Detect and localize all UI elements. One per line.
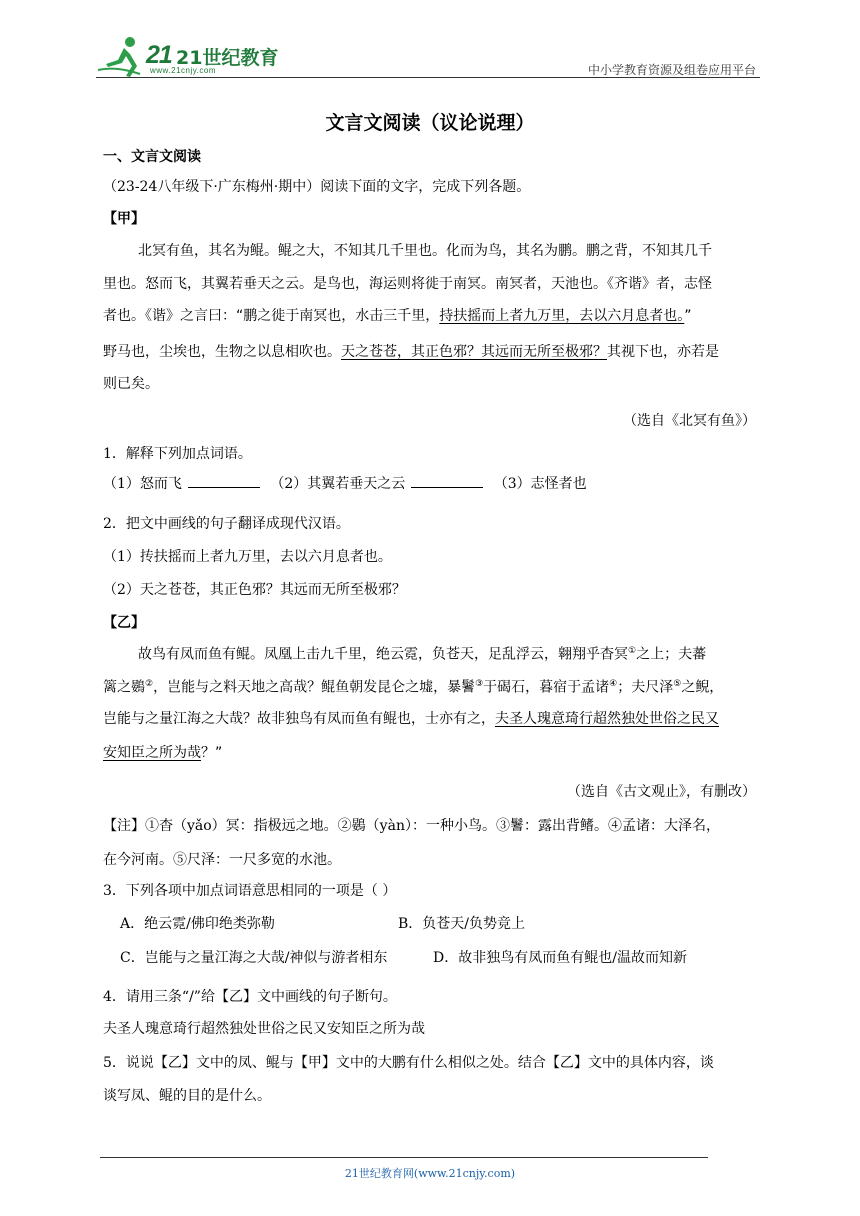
yi-label: 【乙】 <box>103 615 145 631</box>
jia-line-1: 北冥有鱼，其名为鲲。鲲之大，不知其几千里也。化而为鸟，其名为鹏。鹏之背，不知其几千 <box>138 243 712 259</box>
note-line-1: 【注】①杳（yǎo）冥：指极远之地。②鷃（yàn）：一种小鸟。③鬐：露出背鳍。④孟诸：大泽名， <box>103 818 720 834</box>
q3-option-a[interactable]: A．绝云霓/佛印绝类弥勒 <box>120 916 275 932</box>
q4-stem: 4．请用三条“/”给【乙】文中画线的句子断句。 <box>103 989 397 1005</box>
q5-line-2: 谈写凤、鲲的目的是什么。 <box>103 1088 271 1104</box>
q2-item-1: （1）抟扶摇而上者九万里，去以六月息者也。 <box>103 549 392 565</box>
runner-logo-icon <box>96 36 152 78</box>
yi-line-1: 故鸟有凤而鱼有鲲。凤凰上击九千里，绝云霓，负苍天，足乱浮云，翱翔乎杳冥①之上；夫蕃 <box>138 646 707 663</box>
jia-line-4: 野马也，尘埃也，生物之以息相吹也。天之苍苍，其正色邪？其远而无所至极邪？其视下也，亦若是 <box>103 344 719 360</box>
q3-stem: 3．下列各项中加点词语意思相同的一项是（ ） <box>103 883 397 899</box>
logo-url: www.21cnjy.com <box>150 66 216 75</box>
q5-line-1: 5．说说【乙】文中的凤、鲲与【甲】文中的大鹏有什么相似之处。结合【乙】文中的具体内容，谈 <box>103 1055 714 1071</box>
yi-source: （选自《古文观止》，有删改） <box>567 784 756 800</box>
footer-link[interactable]: 21世纪教育网(www.21cnjy.com) <box>344 1167 516 1180</box>
logo-number: 21 <box>146 41 172 69</box>
jia-underlined-2: 天之苍苍，其正色邪？其远而无所至极邪？ <box>341 344 607 360</box>
q3-option-b[interactable]: B．负苍天/负势竞上 <box>398 916 526 932</box>
jia-line-3: 者也。《谐》之言曰：“鹏之徙于南冥也，水击三千里，持扶摇而上者九万里，去以六月息者也。” <box>103 308 692 324</box>
page-title: 文言文阅读（议论说理） <box>325 112 535 134</box>
answer-blank[interactable] <box>411 475 483 488</box>
yi-underlined-1: 夫圣人瑰意琦行超然独处世俗之民又 <box>495 711 719 727</box>
jia-source: （选自《北冥有鱼》） <box>623 413 756 429</box>
q4-sentence: 夫圣人瑰意琦行超然独处世俗之民又安知臣之所为哉 <box>103 1021 425 1037</box>
platform-name: 中小学教育资源及组卷应用平台 <box>587 63 756 77</box>
jia-line-5: 则已矣。 <box>103 376 159 392</box>
yi-line-3: 岂能与之量江海之大哉？故非独鸟有凤而鱼有鲲也，士亦有之，夫圣人瑰意琦行超然独处世俗之民又 <box>103 711 719 727</box>
q2-stem: 2．把文中画线的句子翻译成现代汉语。 <box>103 516 350 532</box>
yi-line-4: 安知臣之所为哉？” <box>103 745 223 761</box>
jia-label: 【甲】 <box>103 211 145 227</box>
q1-stem: 1．解释下列加点词语。 <box>103 446 252 462</box>
q2-item-2: （2）天之苍苍，其正色邪？其远而无所至极邪？ <box>103 582 406 598</box>
yi-underlined-2: 安知臣之所为哉 <box>103 745 201 761</box>
yi-line-2: 篱之鷃②，岂能与之料天地之高哉？鲲鱼朝发昆仑之墟，暴鬐③于碣石，暮宿于孟诸④；夫尺泽⑤之鲵， <box>103 679 724 696</box>
footer-divider <box>100 1157 708 1158</box>
note-line-2: 在今河南。⑤尺泽：一尺多宽的水池。 <box>103 852 341 868</box>
header-divider <box>96 77 760 78</box>
jia-line-2: 里也。怒而飞，其翼若垂天之云。是鸟也，海运则将徙于南冥。南冥者，天池也。《齐谐》者，志怪 <box>103 276 712 292</box>
section-heading: 一、文言文阅读 <box>103 149 201 165</box>
q1-items: （1）怒而飞 （2）其翼若垂天之云 （3）志怪者也 <box>103 476 587 492</box>
q3-option-d[interactable]: D．故非独鸟有凤而鱼有鲲也/温故而知新 <box>433 950 687 966</box>
intro-text: （23-24八年级下·广东梅州·期中）阅读下面的文字，完成下列各题。 <box>103 179 531 195</box>
q3-option-c[interactable]: C．岂能与之量江海之大哉/神似与游者相东 <box>120 950 388 966</box>
answer-blank[interactable] <box>188 475 260 488</box>
jia-underlined-1: 持扶摇而上者九万里，去以六月息者也。 <box>439 308 685 324</box>
logo-text: 21世纪教育 <box>176 47 279 69</box>
